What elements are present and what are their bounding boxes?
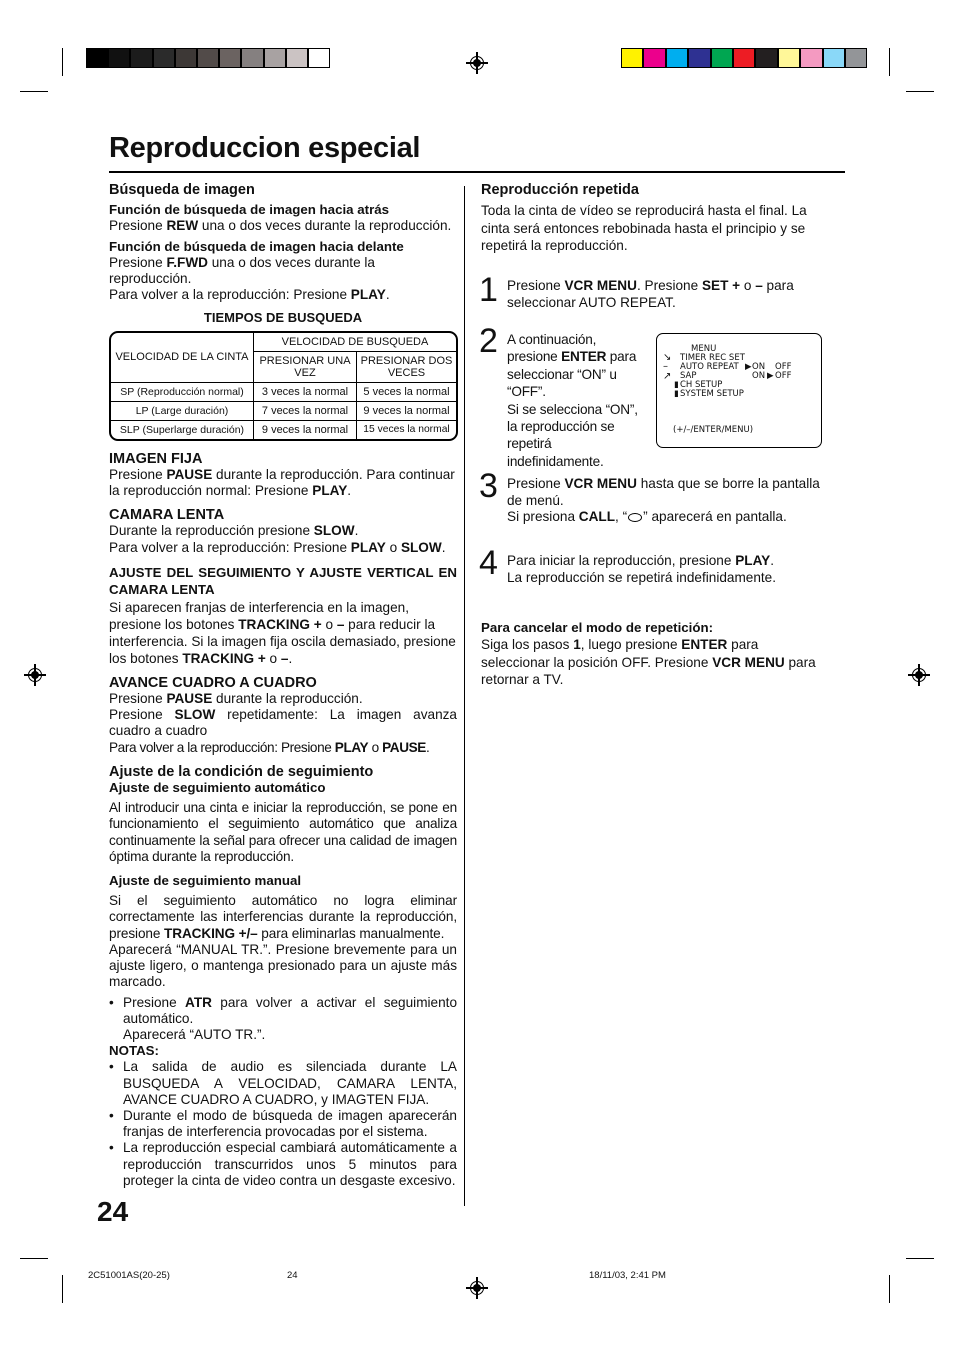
footer-code: 2C51001AS(20-25) bbox=[88, 1270, 170, 1281]
menu-item: TIMER REC SET bbox=[680, 353, 745, 363]
selection-arrows-icon: ↘ – ↗ bbox=[663, 352, 672, 382]
color-swatch bbox=[845, 48, 867, 68]
step-text: Presione VCR MENU. Presione SET + o – para seleccionar AUTO REPEAT. bbox=[507, 278, 794, 310]
color-swatch bbox=[286, 48, 308, 68]
play-arrow-icon: ▶ bbox=[745, 362, 752, 372]
paragraph: Al introducir una cinta e iniciar la reproducción, se pone en funcionamiento el seguimiento automático que analiza continuamente la señal para ofrecer una calidad de imagen óptima durante la reproducción. bbox=[109, 800, 457, 864]
color-swatch bbox=[823, 48, 845, 68]
paragraph: Presione F.FWD una o dos veces durante la reproducción. bbox=[109, 254, 375, 287]
step-text: Presione VCR MENU hasta que se borre la pantalla de menú. Si presiona CALL, “ ” aparecerá en pantalla. bbox=[507, 476, 820, 525]
crop-mark bbox=[889, 1275, 890, 1303]
color-swatch bbox=[175, 48, 197, 68]
paragraph: Toda la cinta de vídeo se reproducirá hasta el final. La cinta será entonces rebobinada hasta el principio y se repetirá la reproducción. bbox=[481, 203, 807, 254]
menu-item: SYSTEM SETUP bbox=[680, 389, 744, 399]
cursor-mark-icon: ▮ bbox=[674, 389, 679, 399]
crop-mark bbox=[906, 91, 934, 92]
menu-option: ON bbox=[752, 371, 766, 381]
notes-heading: NOTAS: bbox=[109, 1043, 159, 1059]
menu-item: AUTO REPEAT bbox=[680, 362, 739, 372]
crop-mark bbox=[62, 48, 63, 76]
registration-mark-icon bbox=[908, 664, 930, 686]
color-swatch bbox=[108, 48, 130, 68]
paragraph: Si el seguimiento automático no logra eliminar correctamente las interferencias durante la reproducción, presione TRACKING +/– para eliminarlas manualmente. bbox=[109, 893, 457, 941]
color-swatch bbox=[86, 48, 108, 68]
page-number: 24 bbox=[97, 1196, 129, 1227]
table-row: SP (Reproducción normal) 3 veces la normal 5 veces la normal bbox=[111, 383, 456, 402]
table-header: PRESIONAR DOS VECES bbox=[357, 352, 456, 383]
paragraph: Durante la reproducción presione SLOW. bbox=[109, 523, 359, 539]
paragraph: Presione PAUSE durante la reproducción. Para continuar la reproducción normal: Presione PLAY. bbox=[109, 466, 455, 499]
menu-item: SAP bbox=[680, 371, 697, 381]
list-item: • Durante el modo de búsqueda de imagen aparecerán franjas de interferencia provocadas por el sistema. bbox=[109, 1108, 457, 1140]
section-heading: AVANCE CUADRO A CUADRO bbox=[109, 674, 317, 691]
section-heading: AJUSTE DEL SEGUIMIENTO Y AJUSTE VERTICAL EN CAMARA LENTA bbox=[109, 564, 457, 598]
crop-mark bbox=[62, 1275, 63, 1303]
crop-mark bbox=[906, 1258, 934, 1259]
list-item: • Presione ATR para volver a activar el seguimiento automático. Aparecerá “AUTO TR.”. bbox=[109, 995, 457, 1044]
color-swatch bbox=[733, 48, 755, 68]
menu-option: ON bbox=[752, 362, 766, 372]
cursor-mark-icon: ▮ bbox=[674, 380, 679, 390]
subheading: Ajuste de seguimiento manual bbox=[109, 873, 302, 889]
color-swatch bbox=[264, 48, 286, 68]
color-swatch bbox=[219, 48, 241, 68]
registration-mark-icon bbox=[24, 664, 46, 686]
menu-option: OFF bbox=[775, 371, 792, 381]
color-swatch bbox=[755, 48, 777, 68]
right-column bbox=[481, 182, 825, 255]
table-caption: TIEMPOS DE BUSQUEDA bbox=[203, 310, 363, 326]
list-item: • La reproducción especial cambiará automáticamente a reproducción transcurridos unos 5 minutos para proteger la cinta de video contra un desgaste excesivo. bbox=[109, 1140, 457, 1189]
left-column bbox=[109, 182, 457, 1189]
subheading: Función de búsqueda de imagen hacia atrás bbox=[109, 202, 390, 218]
column-divider bbox=[464, 186, 465, 1206]
color-swatch bbox=[778, 48, 800, 68]
menu-hint: (+/–/ENTER/MENU) bbox=[673, 425, 754, 435]
menu-item: CH SETUP bbox=[680, 380, 723, 390]
list-item: • La salida de audio es silenciada durante LA BUSQUEDA A VELOCIDAD, CAMARA LENTA, AVANCE CUADRO A CUADRO, y IMAGTEN FIJA. bbox=[109, 1059, 457, 1108]
paragraph: Si aparecen franjas de interferencia en la imagen, presione los botones TRACKING + o – para reducir la interferencia. Si la imagen fija oscila demasiado, presione los botones TRACKING + o –. bbox=[109, 599, 456, 666]
play-arrow-icon: ▶ bbox=[767, 371, 774, 381]
search-times-table bbox=[109, 331, 458, 441]
crop-mark bbox=[20, 1258, 48, 1259]
paragraph: Para volver a la reproducción: Presione PLAY o SLOW. bbox=[109, 539, 446, 555]
title-rule bbox=[109, 171, 845, 173]
registration-mark-icon bbox=[466, 1277, 488, 1299]
subheading: Función de búsqueda de imagen hacia delante bbox=[109, 238, 404, 254]
section-heading: Búsqueda de imagen bbox=[109, 182, 255, 198]
color-swatch bbox=[800, 48, 822, 68]
step-number: 3 bbox=[479, 467, 498, 505]
color-swatch bbox=[666, 48, 688, 68]
step-number: 1 bbox=[479, 271, 498, 309]
color-swatch bbox=[688, 48, 710, 68]
page-title: Reproduccion especial bbox=[109, 132, 421, 164]
color-swatch bbox=[711, 48, 733, 68]
color-swatch bbox=[153, 48, 175, 68]
menu-option: OFF bbox=[775, 362, 792, 372]
repeat-icon bbox=[628, 513, 642, 522]
paragraph: Aparecerá “MANUAL TR.”. Presione brevemente para un ajuste ligero, o mantenga presionado para un ajuste más marcado. bbox=[109, 941, 457, 990]
footer-date: 18/11/03, 2:41 PM bbox=[589, 1270, 666, 1281]
table-row: LP (Large duración) 7 veces la normal 9 veces la normal bbox=[111, 402, 456, 421]
paragraph: Presione SLOW repetidamente: La imagen avanza cuadro a cuadro bbox=[109, 707, 457, 739]
paragraph: Para volver a la reproducción: Presione PLAY o PAUSE. bbox=[109, 739, 430, 755]
table-header: VELOCIDAD DE LA CINTA bbox=[111, 333, 254, 383]
color-swatch bbox=[621, 48, 643, 68]
color-swatch bbox=[643, 48, 665, 68]
on-screen-menu bbox=[656, 333, 822, 448]
subheading: Para cancelar el modo de repetición: bbox=[481, 620, 714, 635]
section-heading: IMAGEN FIJA bbox=[109, 450, 203, 467]
cancel-section bbox=[481, 619, 817, 689]
step-text: Para iniciar la reproducción, presione PLAY. La reproducción se repetirá indefinidamente. bbox=[507, 553, 777, 585]
color-swatch bbox=[130, 48, 152, 68]
menu-title: MENU bbox=[691, 344, 717, 354]
crop-mark bbox=[20, 91, 48, 92]
table-row: SLP (Superlarge duración) 9 veces la normal 15 veces la normal bbox=[111, 421, 456, 439]
registration-mark-icon bbox=[466, 52, 488, 74]
paragraph: Siga los pasos 1, luego presione ENTER para seleccionar la posición OFF. Presione VCR MENU para retornar a TV. bbox=[481, 637, 816, 688]
paragraph: Presione PAUSE durante la reproducción. bbox=[109, 691, 363, 707]
paragraph: Presione REW una o dos veces durante la reproducción. bbox=[109, 218, 452, 234]
color-swatch bbox=[241, 48, 263, 68]
table-header: PRESIONAR UNA VEZ bbox=[254, 352, 357, 383]
subheading: Ajuste de seguimiento automático bbox=[109, 780, 326, 796]
color-swatch bbox=[197, 48, 219, 68]
section-heading: CAMARA LENTA bbox=[109, 507, 225, 524]
table-header: VELOCIDAD DE BUSQUEDA bbox=[254, 333, 456, 352]
section-heading: Reproducción repetida bbox=[481, 182, 639, 198]
footer-page: 24 bbox=[287, 1270, 298, 1281]
step-number: 4 bbox=[479, 544, 498, 582]
section-heading: Ajuste de la condición de seguimiento bbox=[109, 763, 374, 780]
step-text: A continuación, presione ENTER para seleccionar “ON” u “OFF”. Si se selecciona “ON”, la reproducción se repetirá indefinidamente. bbox=[507, 332, 638, 469]
step-number: 2 bbox=[479, 322, 498, 360]
crop-mark bbox=[889, 48, 890, 76]
color-swatch bbox=[308, 48, 330, 68]
paragraph: Para volver a la reproducción: Presione PLAY. bbox=[109, 287, 390, 303]
